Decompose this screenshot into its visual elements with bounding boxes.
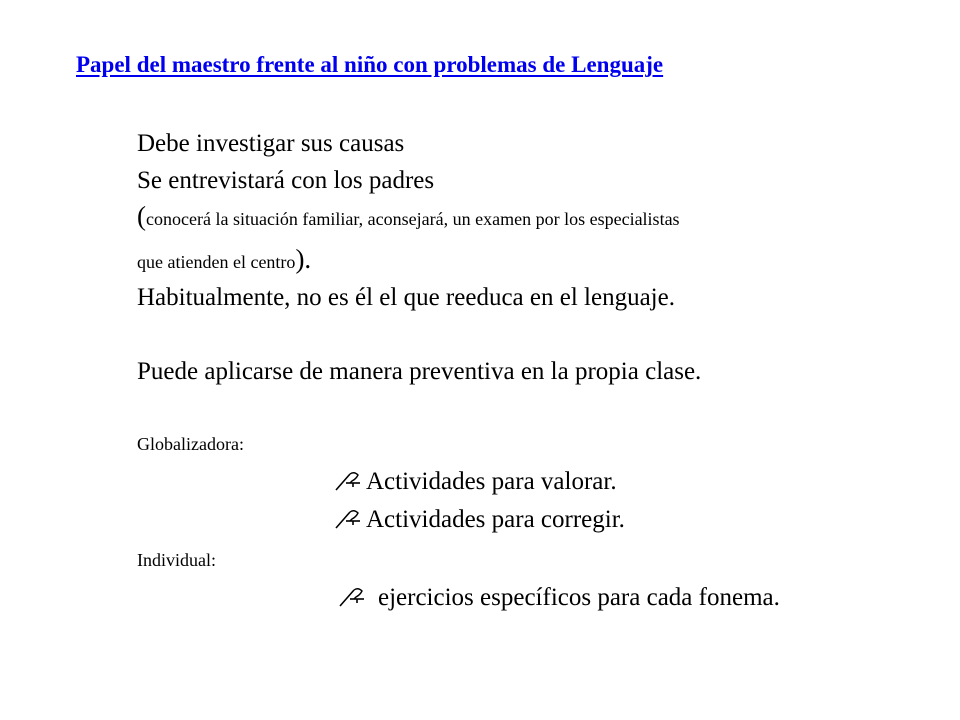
- line-interview: Se entrevistará con los padres: [137, 167, 435, 194]
- line-parenthetical-1: [137, 201, 680, 232]
- pencil-icon: [334, 470, 362, 492]
- individual-item-1-text: ejercicios específicos para cada fonema.: [378, 584, 780, 611]
- global-item-1-text: Actividades para valorar.: [366, 468, 617, 495]
- line-investigate: Debe investigar sus causas: [137, 130, 405, 157]
- individual-label: Individual:: [137, 550, 216, 570]
- parenthetical-text-2: que atienden el centro: [137, 252, 296, 272]
- close-paren: ).: [295, 244, 312, 274]
- individual-item-1: [338, 584, 780, 612]
- pencil-icon: [334, 508, 362, 530]
- open-paren: (: [137, 201, 146, 231]
- page-title[interactable]: Papel del maestro frente al niño con problemas de Lenguaje: [76, 52, 664, 77]
- line-habitual: Habitualmente, no es él el que reeduca en el lenguaje.: [137, 284, 675, 311]
- global-item-2: [334, 506, 625, 534]
- line-parenthetical-2: [137, 244, 311, 275]
- global-label: Globalizadora:: [137, 434, 244, 454]
- pencil-icon: [338, 586, 366, 608]
- line-preventive: Puede aplicarse de manera preventiva en la propia clase.: [137, 358, 702, 385]
- global-item-1: [334, 468, 617, 496]
- parenthetical-text-1: conocerá la situación familiar, aconsejará, un examen por los especialistas: [146, 209, 680, 229]
- global-item-2-text: Actividades para corregir.: [366, 506, 625, 533]
